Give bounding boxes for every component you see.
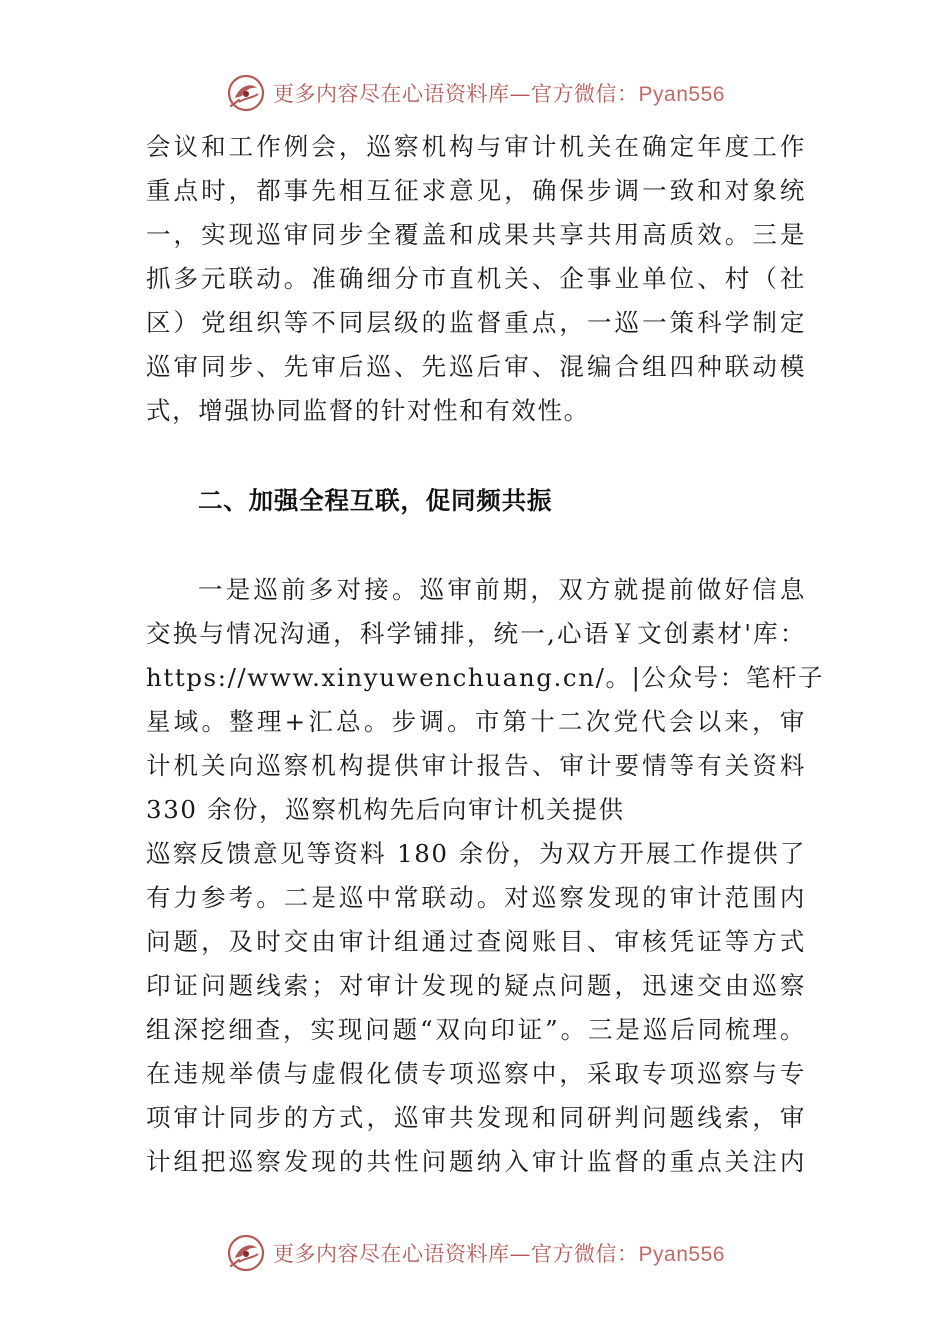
paragraph-1-line: 会议和工作例会，巡察机构与审计机关在确定年度工作: [146, 132, 806, 161]
footer-wechat-id: Pyan556: [638, 1243, 725, 1266]
paragraph-2-line: 一是巡前多对接。巡审前期，双方就提前做好信息: [198, 575, 806, 604]
paragraph-2-line: 印证问题线索；对审计发现的疑点问题，迅速交由巡察: [146, 971, 806, 1000]
paragraph-2-line: 330 余份，巡察机构先后向审计机关提供: [146, 795, 625, 824]
header-banner-text: 更多内容尽在心语资料库—官方微信：Pyan556: [273, 82, 725, 106]
paragraph-2-line: 有力参考。二是巡中常联动。对巡察发现的审计范围内: [146, 883, 806, 912]
paragraph-2-line: 交换与情况沟通，科学铺排，统一,心语￥文创素材'库：: [146, 619, 806, 648]
paragraph-2-line: 在违规举债与虚假化债专项巡察中，采取专项巡察与专: [146, 1059, 806, 1088]
paragraph-2-line: 巡察反馈意见等资料 180 余份，为双方开展工作提供了: [146, 839, 806, 868]
paragraph-2-line: 计机关向巡察机构提供审计报告、审计要情等有关资料: [146, 751, 806, 780]
flower-seal-logo-icon: [225, 1232, 267, 1274]
paragraph-1-line: 区）党组织等不同层级的监督重点，一巡一策科学制定: [146, 308, 806, 337]
paragraph-1-line: 式，增强协同监督的针对性和有效性。: [146, 396, 590, 425]
paragraph-1-line: 重点时，都事先相互征求意见，确保步调一致和对象统: [146, 176, 806, 205]
header-banner: [0, 70, 950, 116]
paragraph-1-line: 抓多元联动。准确细分市直机关、企事业单位、村（社: [146, 264, 806, 293]
section-heading: 二、加强全程互联，促同频共振: [198, 486, 553, 515]
paragraph-1-line: 巡审同步、先审后巡、先巡后审、混编合组四种联动模: [146, 352, 806, 381]
paragraph-2-line: https://www.xinyuwenchuang.cn/。|公众号：笔杆子: [146, 663, 825, 692]
footer-banner-text: 更多内容尽在心语资料库—官方微信：Pyan556: [273, 1242, 725, 1266]
flower-seal-logo-icon: [225, 72, 267, 114]
paragraph-1-line: 一，实现巡审同步全覆盖和成果共享共用高质效。三是: [146, 220, 806, 249]
paragraph-2-line: 问题，及时交由审计组通过查阅账目、审核凭证等方式: [146, 927, 806, 956]
paragraph-2-line: 计组把巡察发现的共性问题纳入审计监督的重点关注内: [146, 1147, 806, 1176]
footer-banner: [0, 1230, 950, 1276]
paragraph-2-line: 星域。整理+汇总。步调。市第十二次党代会以来，审: [146, 707, 806, 736]
paragraph-2-line: 组深挖细查，实现问题“双向印证”。三是巡后同梳理。: [146, 1015, 806, 1044]
paragraph-2-line: 项审计同步的方式，巡审共发现和同研判问题线索，审: [146, 1103, 806, 1132]
header-wechat-id: Pyan556: [638, 83, 725, 106]
